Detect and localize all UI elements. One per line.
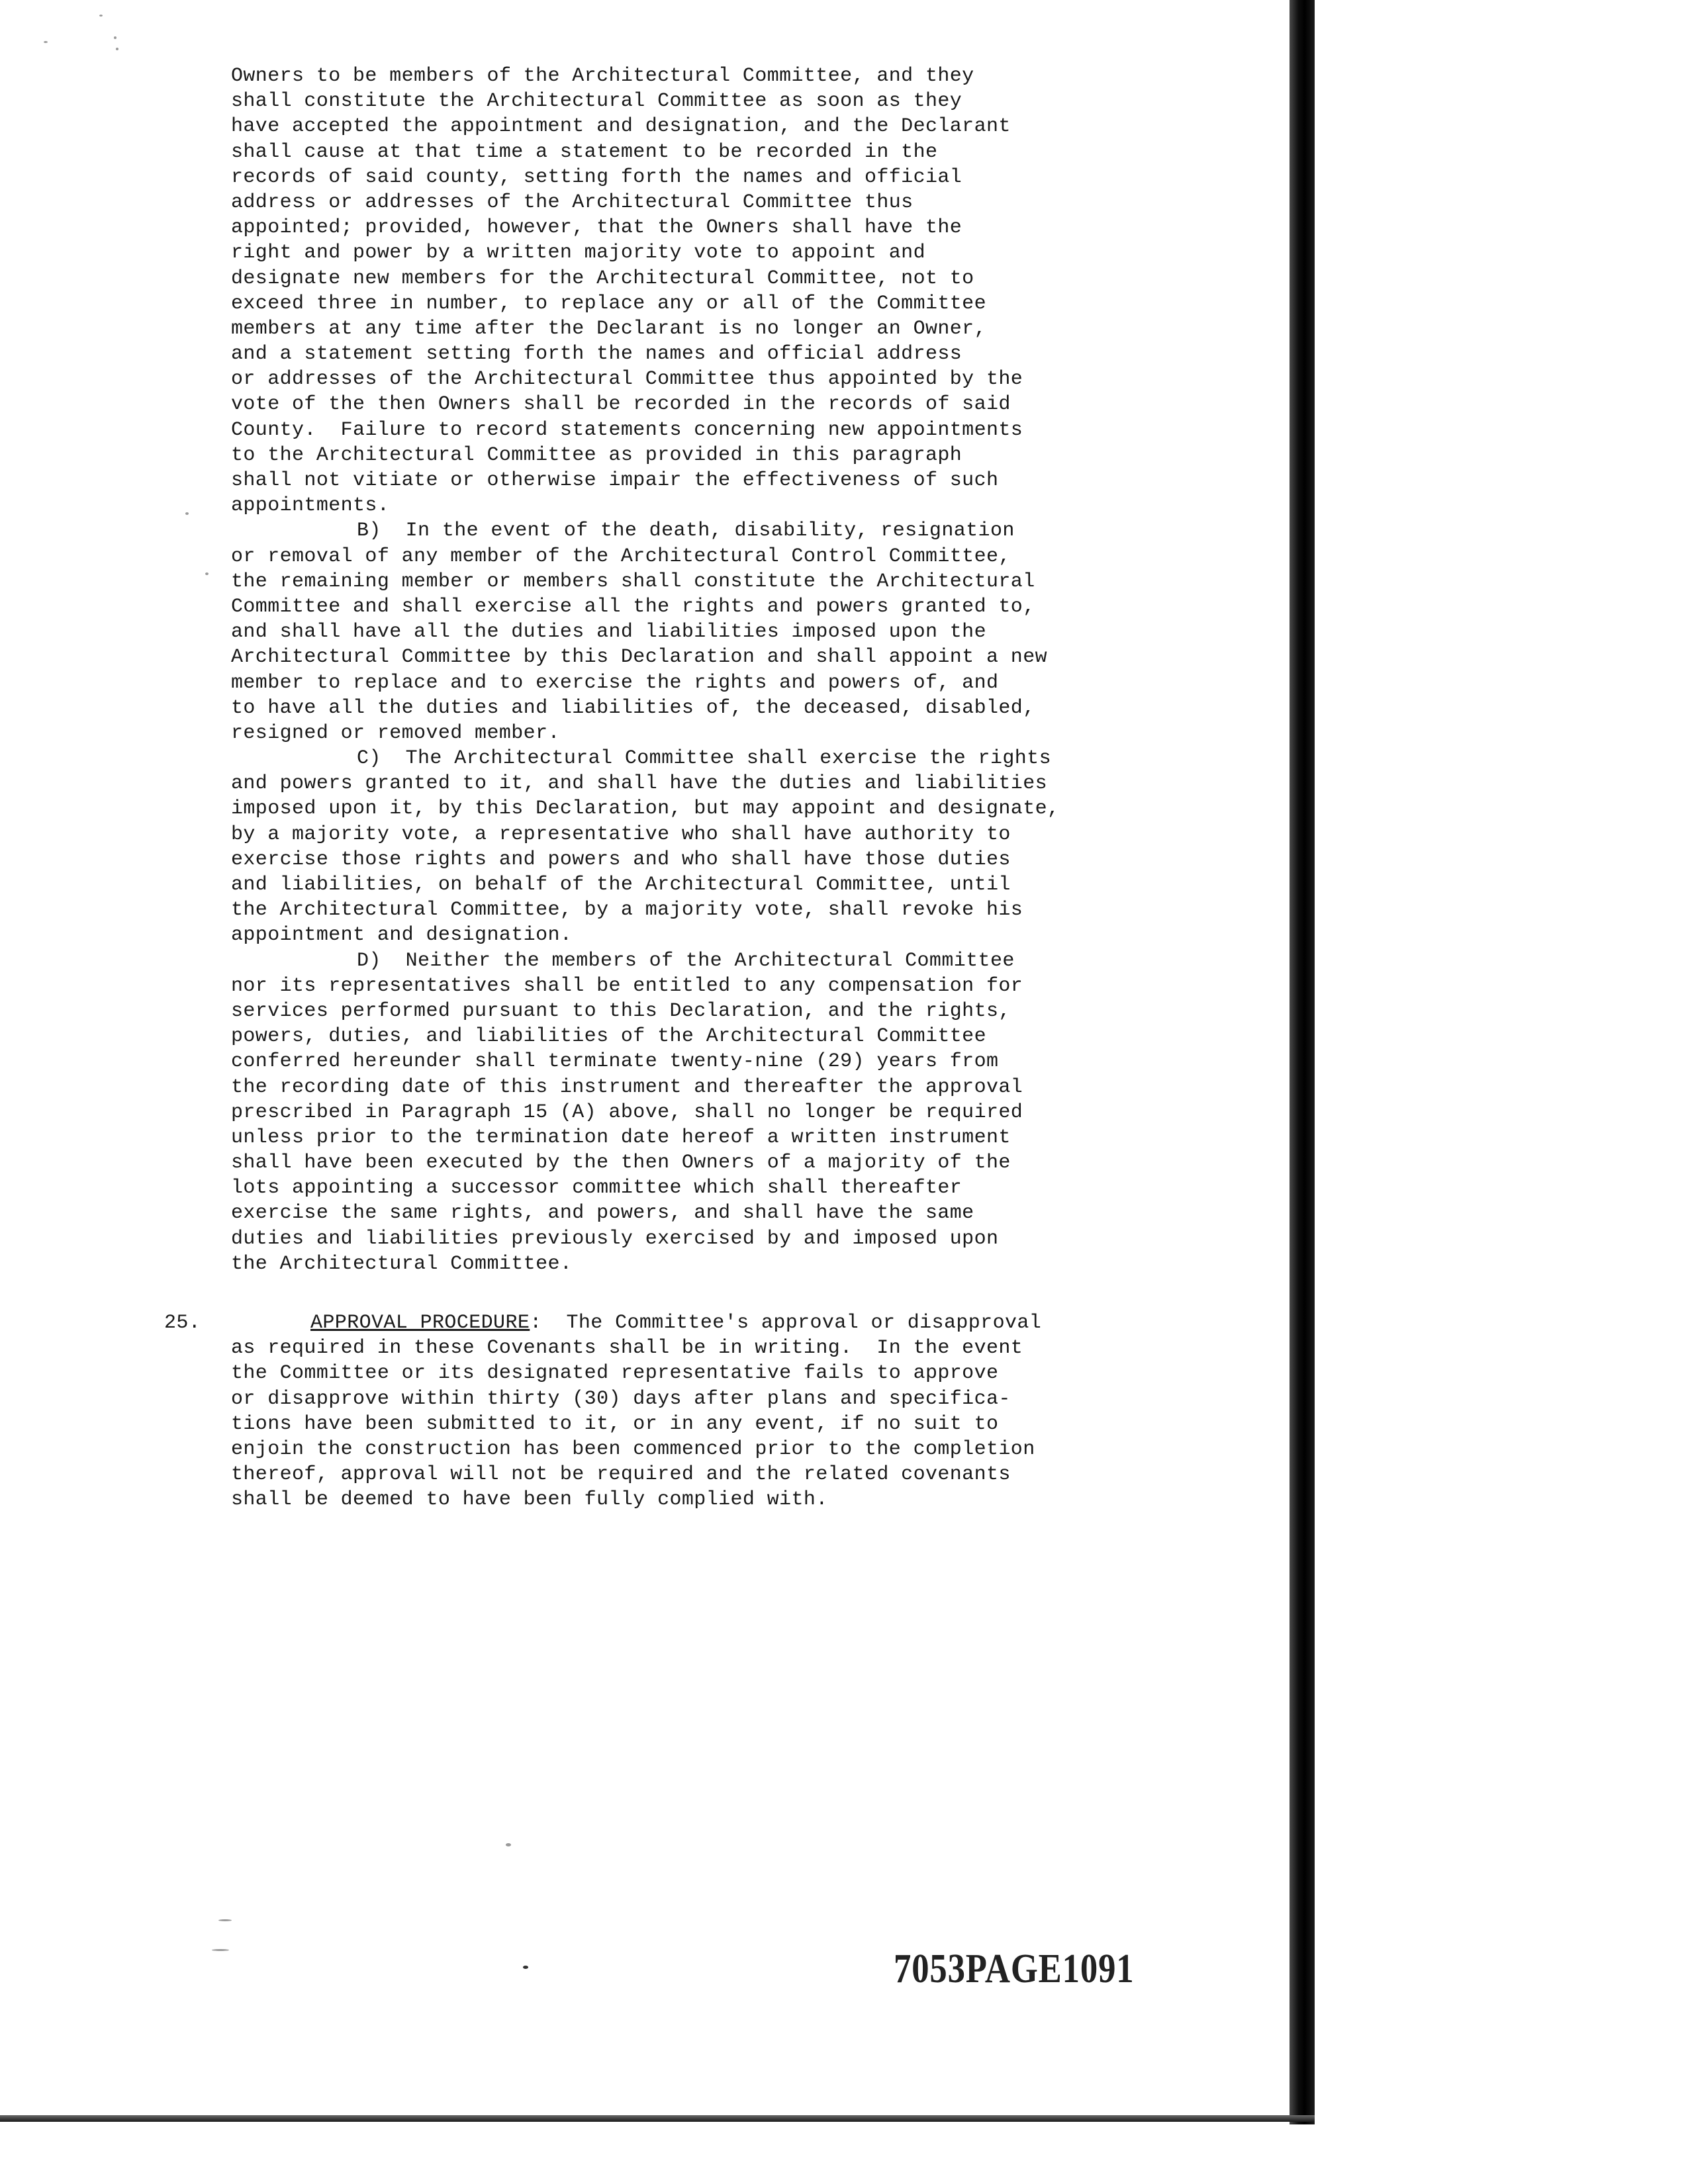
- text-line: unless prior to the termination date hereof a written instrument: [231, 1126, 1011, 1149]
- text-line: designate new members for the Architectural Committee, not to: [231, 267, 974, 290]
- scan-edge-bottom: [0, 2115, 1315, 2122]
- text-line: appointments.: [231, 494, 390, 518]
- text-line: duties and liabilities previously exercised by and imposed upon: [231, 1227, 999, 1250]
- text-line: member to replace and to exercise the rights and powers of, and: [231, 671, 999, 694]
- text-line: tions have been submitted to it, or in any event, if no suit to: [231, 1412, 999, 1435]
- section-heading: APPROVAL PROCEDURE: [310, 1312, 530, 1334]
- text-line: or addresses of the Architectural Committee thus appointed by the: [231, 368, 1023, 391]
- text-line: members at any time after the Declarant is no longer an Owner,: [231, 317, 986, 340]
- text-line: Committee and shall exercise all the rights and powers granted to,: [231, 595, 1035, 618]
- text-line: the recording date of this instrument and thereafter the approval: [231, 1075, 1023, 1099]
- text-line: enjoin the construction has been commenced prior to the completion: [231, 1437, 1035, 1461]
- text-line: and a statement setting forth the names and official address: [231, 343, 962, 366]
- text-line: County. Failure to record statements concerning new appointments: [231, 418, 1023, 441]
- text-line: the remaining member or members shall constitute the Architectural: [231, 570, 1035, 593]
- text-line: nor its representatives shall be entitled to any compensation for: [231, 974, 1023, 997]
- text-line: address or addresses of the Architectural Committee thus: [231, 191, 914, 214]
- text-line: services performed pursuant to this Declaration, and the rights,: [231, 999, 1011, 1023]
- text-line: right and power by a written majority vote to appoint and: [231, 242, 925, 265]
- text-line: appointed; provided, however, that the Owners shall have the: [231, 216, 962, 240]
- text-line: the Architectural Committee.: [231, 1252, 573, 1275]
- text-line: exceed three in number, to replace any or all of the Committee: [231, 292, 986, 315]
- subparagraph-c: [231, 746, 1158, 948]
- text-line: shall be deemed to have been fully complied with.: [231, 1488, 828, 1512]
- text-line: conferred hereunder shall terminate twenty-nine (29) years from: [231, 1050, 999, 1073]
- text-line: or disapprove within thirty (30) days after plans and specifica-: [231, 1387, 1011, 1410]
- text-line: as required in these Covenants shall be in writing. In the event: [231, 1337, 1023, 1360]
- text-line: Owners to be members of the Architectural Committee, and they: [231, 65, 974, 87]
- section-25-first-line: [231, 1310, 1191, 1336]
- text-line: have accepted the appointment and designation, and the Declarant: [231, 115, 1011, 138]
- text-line: exercise those rights and powers and who shall have those duties: [231, 848, 1011, 871]
- text-line: shall constitute the Architectural Committee as soon as they: [231, 90, 962, 113]
- text-line: vote of the then Owners shall be recorded in the records of said: [231, 393, 1011, 416]
- subparagraph-b: [231, 518, 1158, 746]
- section-heading-rest: : The Committee's approval or disapproval: [530, 1312, 1042, 1334]
- text-line: to the Architectural Committee as provided in this paragraph: [231, 443, 962, 467]
- document-body: [231, 64, 1158, 1277]
- text-line: the Committee or its designated representative fails to approve: [231, 1362, 999, 1385]
- text-line: lots appointing a successor committee which shall thereafter: [231, 1177, 962, 1200]
- continued-paragraph: [231, 64, 1158, 518]
- section-25-text: [231, 1310, 1191, 1513]
- text-line: the Architectural Committee, by a majority vote, shall revoke his: [231, 899, 1023, 922]
- text-line: appointment and designation.: [231, 924, 573, 947]
- subparagraph-c-first-line: C) The Architectural Committee shall exercise the rights: [357, 747, 1051, 770]
- text-line: shall not vitiate or otherwise impair the effectiveness of such: [231, 469, 999, 492]
- subparagraph-b-first-line: B) In the event of the death, disability, resignation: [357, 520, 1015, 543]
- text-line: shall cause at that time a statement to be recorded in the: [231, 140, 938, 163]
- text-line: imposed upon it, by this Declaration, but may appoint and designate,: [231, 797, 1060, 821]
- text-line: or removal of any member of the Architectural Control Committee,: [231, 545, 1011, 568]
- text-line: powers, duties, and liabilities of the Architectural Committee: [231, 1025, 986, 1048]
- text-line: prescribed in Paragraph 15 (A) above, shall no longer be required: [231, 1101, 1023, 1124]
- text-line: records of said county, setting forth the names and official: [231, 165, 962, 189]
- text-line: resigned or removed member.: [231, 721, 560, 745]
- text-line: Architectural Committee by this Declaration and shall appoint a new: [231, 646, 1047, 669]
- recording-stamp: 7053PAGE1091: [894, 1946, 1135, 1991]
- subparagraph-d: [231, 948, 1158, 1277]
- text-line: to have all the duties and liabilities of, the deceased, disabled,: [231, 696, 1035, 719]
- text-line: by a majority vote, a representative who shall have authority to: [231, 823, 1011, 846]
- text-line: and shall have all the duties and liabilities imposed upon the: [231, 621, 986, 644]
- scan-edge-right: [1289, 0, 1315, 2124]
- text-line: and powers granted to it, and shall have the duties and liabilities: [231, 772, 1047, 796]
- text-line: exercise the same rights, and powers, and shall have the same: [231, 1202, 974, 1225]
- text-line: and liabilities, on behalf of the Architectural Committee, until: [231, 874, 1011, 896]
- subparagraph-d-first-line: D) Neither the members of the Architectural Committee: [357, 949, 1015, 972]
- text-line: thereof, approval will not be required and the related covenants: [231, 1463, 1011, 1486]
- text-line: shall have been executed by the then Owners of a majority of the: [231, 1152, 1011, 1175]
- section-number: 25.: [164, 1312, 201, 1334]
